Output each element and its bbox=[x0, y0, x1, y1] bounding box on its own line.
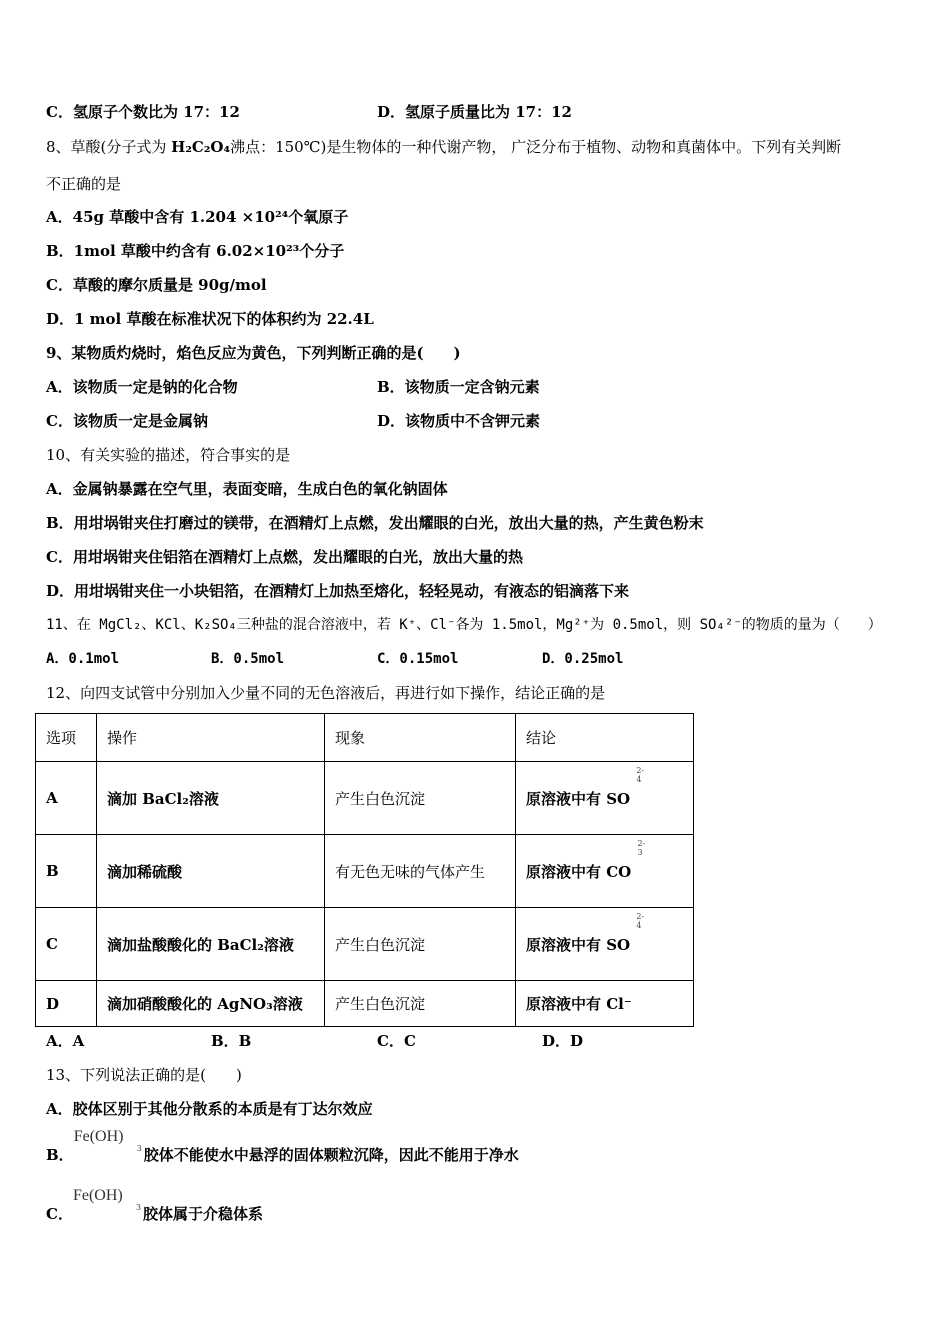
q10-option-d: D．用坩埚钳夹住一小块铝箔，在酒精灯上加热至熔化，轻轻晃动，有液态的铝滴落下来 bbox=[46, 582, 630, 600]
row-phenomenon: 产生白色沉淀 bbox=[325, 908, 516, 981]
table-row bbox=[36, 981, 694, 1027]
table-header-row bbox=[36, 714, 694, 762]
formula-text: Fe(OH) bbox=[72, 1187, 123, 1204]
q9-option-a: A．该物质一定是钠的化合物 bbox=[46, 378, 238, 396]
q10-option-b: B．用坩埚钳夹住打磨过的镁带，在酒精灯上点燃，发出耀眼的白光，放出大量的热，产生黄色粉末 bbox=[46, 514, 704, 532]
row-phenomenon: 有无色无味的气体产生 bbox=[325, 835, 516, 908]
row-conclusion: 原溶液中有 Cl⁻ bbox=[516, 981, 694, 1027]
row-operation: 滴加稀硫酸 bbox=[97, 835, 325, 908]
formula-subscript: 3 bbox=[135, 1203, 142, 1212]
row-operation: 滴加硝酸酸化的 AgNO₃溶液 bbox=[97, 981, 325, 1027]
ion-subscript: 4 bbox=[636, 774, 642, 784]
table-row bbox=[36, 908, 694, 981]
row-option: A bbox=[36, 762, 97, 835]
q13-option-b bbox=[46, 1128, 519, 1165]
q13-stem: 13、下列说法正确的是( ) bbox=[46, 1066, 242, 1084]
ion-formula bbox=[526, 911, 645, 955]
header-operation: 操作 bbox=[97, 714, 325, 762]
formula-subscript: 3 bbox=[136, 1144, 142, 1153]
conclusion-text: 原溶液中有 CO bbox=[526, 862, 632, 881]
q8-stem bbox=[46, 137, 841, 157]
row-operation: 滴加盐酸酸化的 BaCl₂溶液 bbox=[97, 908, 325, 981]
q7-option-d: D．氢原子质量比为 17：12 bbox=[377, 103, 572, 121]
q11-option-b: B．0.5mol bbox=[211, 651, 285, 667]
fe-oh-3-formula bbox=[72, 1187, 143, 1224]
ion-charge bbox=[636, 912, 644, 930]
q13-option-c-label: C． bbox=[46, 1205, 73, 1223]
fe-oh-3-formula bbox=[73, 1128, 144, 1165]
row-option: C bbox=[36, 908, 97, 981]
ion-charge-text: 2- bbox=[637, 838, 646, 848]
q11-stem: 11、在 MgCl₂、KCl、K₂SO₄三种盐的混合溶液中，若 K⁺、Cl⁻各为 1.5mol，Mg²⁺为 0.5mol，则 SO₄²⁻的物质的量为（ ） bbox=[46, 617, 882, 633]
row-operation: 滴加 BaCl₂溶液 bbox=[97, 762, 325, 835]
q13-option-b-text: 胶体不能使水中悬浮的固体颗粒沉降，因此不能用于净水 bbox=[143, 1146, 519, 1164]
conclusion-text: 原溶液中有 SO bbox=[526, 789, 631, 808]
row-conclusion bbox=[516, 908, 694, 981]
q10-option-c: C．用坩埚钳夹住铝箔在酒精灯上点燃，发出耀眼的白光，放出大量的热 bbox=[46, 548, 523, 566]
q13-option-a: A．胶体区别于其他分散系的本质是有丁达尔效应 bbox=[46, 1100, 373, 1118]
q13-option-b-label: B． bbox=[46, 1146, 74, 1164]
ion-subscript: 4 bbox=[636, 920, 642, 930]
header-phenomenon: 现象 bbox=[325, 714, 516, 762]
row-conclusion bbox=[516, 835, 694, 908]
ion-charge bbox=[637, 839, 645, 857]
q13-option-c bbox=[46, 1187, 263, 1224]
q11-option-a: A．0.1mol bbox=[46, 651, 120, 667]
q9-option-b: B．该物质一定含钠元素 bbox=[377, 378, 540, 396]
q8-stem-start: 8、草酸(分子式为 bbox=[46, 138, 172, 156]
row-option: D bbox=[36, 981, 97, 1027]
q9-option-c: C．该物质一定是金属钠 bbox=[46, 412, 208, 430]
q12-table bbox=[35, 713, 694, 1027]
conclusion-text: 原溶液中有 SO bbox=[526, 935, 631, 954]
q8-formula: H₂C₂O₄ bbox=[171, 138, 231, 156]
q11-option-d: D．0.25mol bbox=[542, 651, 624, 667]
q12-option-d: D．D bbox=[542, 1032, 584, 1050]
q8-stem-cont: 不正确的是 bbox=[46, 175, 122, 193]
q10-option-a: A．金属钠暴露在空气里，表面变暗，生成白色的氧化钠固体 bbox=[46, 480, 448, 498]
ion-formula bbox=[526, 765, 645, 809]
q10-stem: 10、有关实验的描述，符合事实的是 bbox=[46, 446, 291, 464]
q7-option-c: C．氢原子个数比为 17：12 bbox=[46, 103, 240, 121]
row-phenomenon: 产生白色沉淀 bbox=[325, 762, 516, 835]
ion-formula bbox=[526, 838, 646, 882]
q12-stem: 12、向四支试管中分别加入少量不同的无色溶液后，再进行如下操作，结论正确的是 bbox=[46, 684, 606, 702]
q8-option-c: C．草酸的摩尔质量是 90g/mol bbox=[46, 276, 267, 294]
header-conclusion: 结论 bbox=[516, 714, 694, 762]
row-option: B bbox=[36, 835, 97, 908]
q12-option-a: A．A bbox=[46, 1032, 85, 1050]
q9-stem: 9、某物质灼烧时，焰色反应为黄色，下列判断正确的是( ) bbox=[46, 344, 461, 362]
table-row bbox=[36, 835, 694, 908]
q9-option-d: D．该物质中不含钾元素 bbox=[377, 412, 541, 430]
formula-text: Fe(OH) bbox=[73, 1128, 124, 1145]
q8-option-b: B．1mol 草酸中约含有 6.02×10²³个分子 bbox=[46, 242, 345, 260]
header-option: 选项 bbox=[36, 714, 97, 762]
q12-option-b: B．B bbox=[211, 1032, 252, 1050]
q12-option-c: C．C bbox=[377, 1032, 416, 1050]
ion-charge bbox=[636, 766, 644, 784]
row-conclusion bbox=[516, 762, 694, 835]
q8-option-d: D．1 mol 草酸在标准状况下的体积约为 22.4L bbox=[46, 310, 374, 328]
q8-option-a: A．45g 草酸中含有 1.204 ×10²⁴个氧原子 bbox=[46, 208, 349, 226]
q11-option-c: C．0.15mol bbox=[377, 651, 459, 667]
ion-charge-text: 2- bbox=[636, 765, 645, 775]
ion-subscript: 3 bbox=[637, 847, 643, 857]
table-row bbox=[36, 762, 694, 835]
row-phenomenon: 产生白色沉淀 bbox=[325, 981, 516, 1027]
q8-stem-mid: 沸点：150℃)是生物体的一种代谢产物， 广泛分布于植物、动物和真菌体中。下列有关判断 bbox=[230, 138, 842, 156]
ion-charge-text: 2- bbox=[636, 911, 645, 921]
q13-option-c-text: 胶体属于介稳体系 bbox=[142, 1205, 263, 1223]
